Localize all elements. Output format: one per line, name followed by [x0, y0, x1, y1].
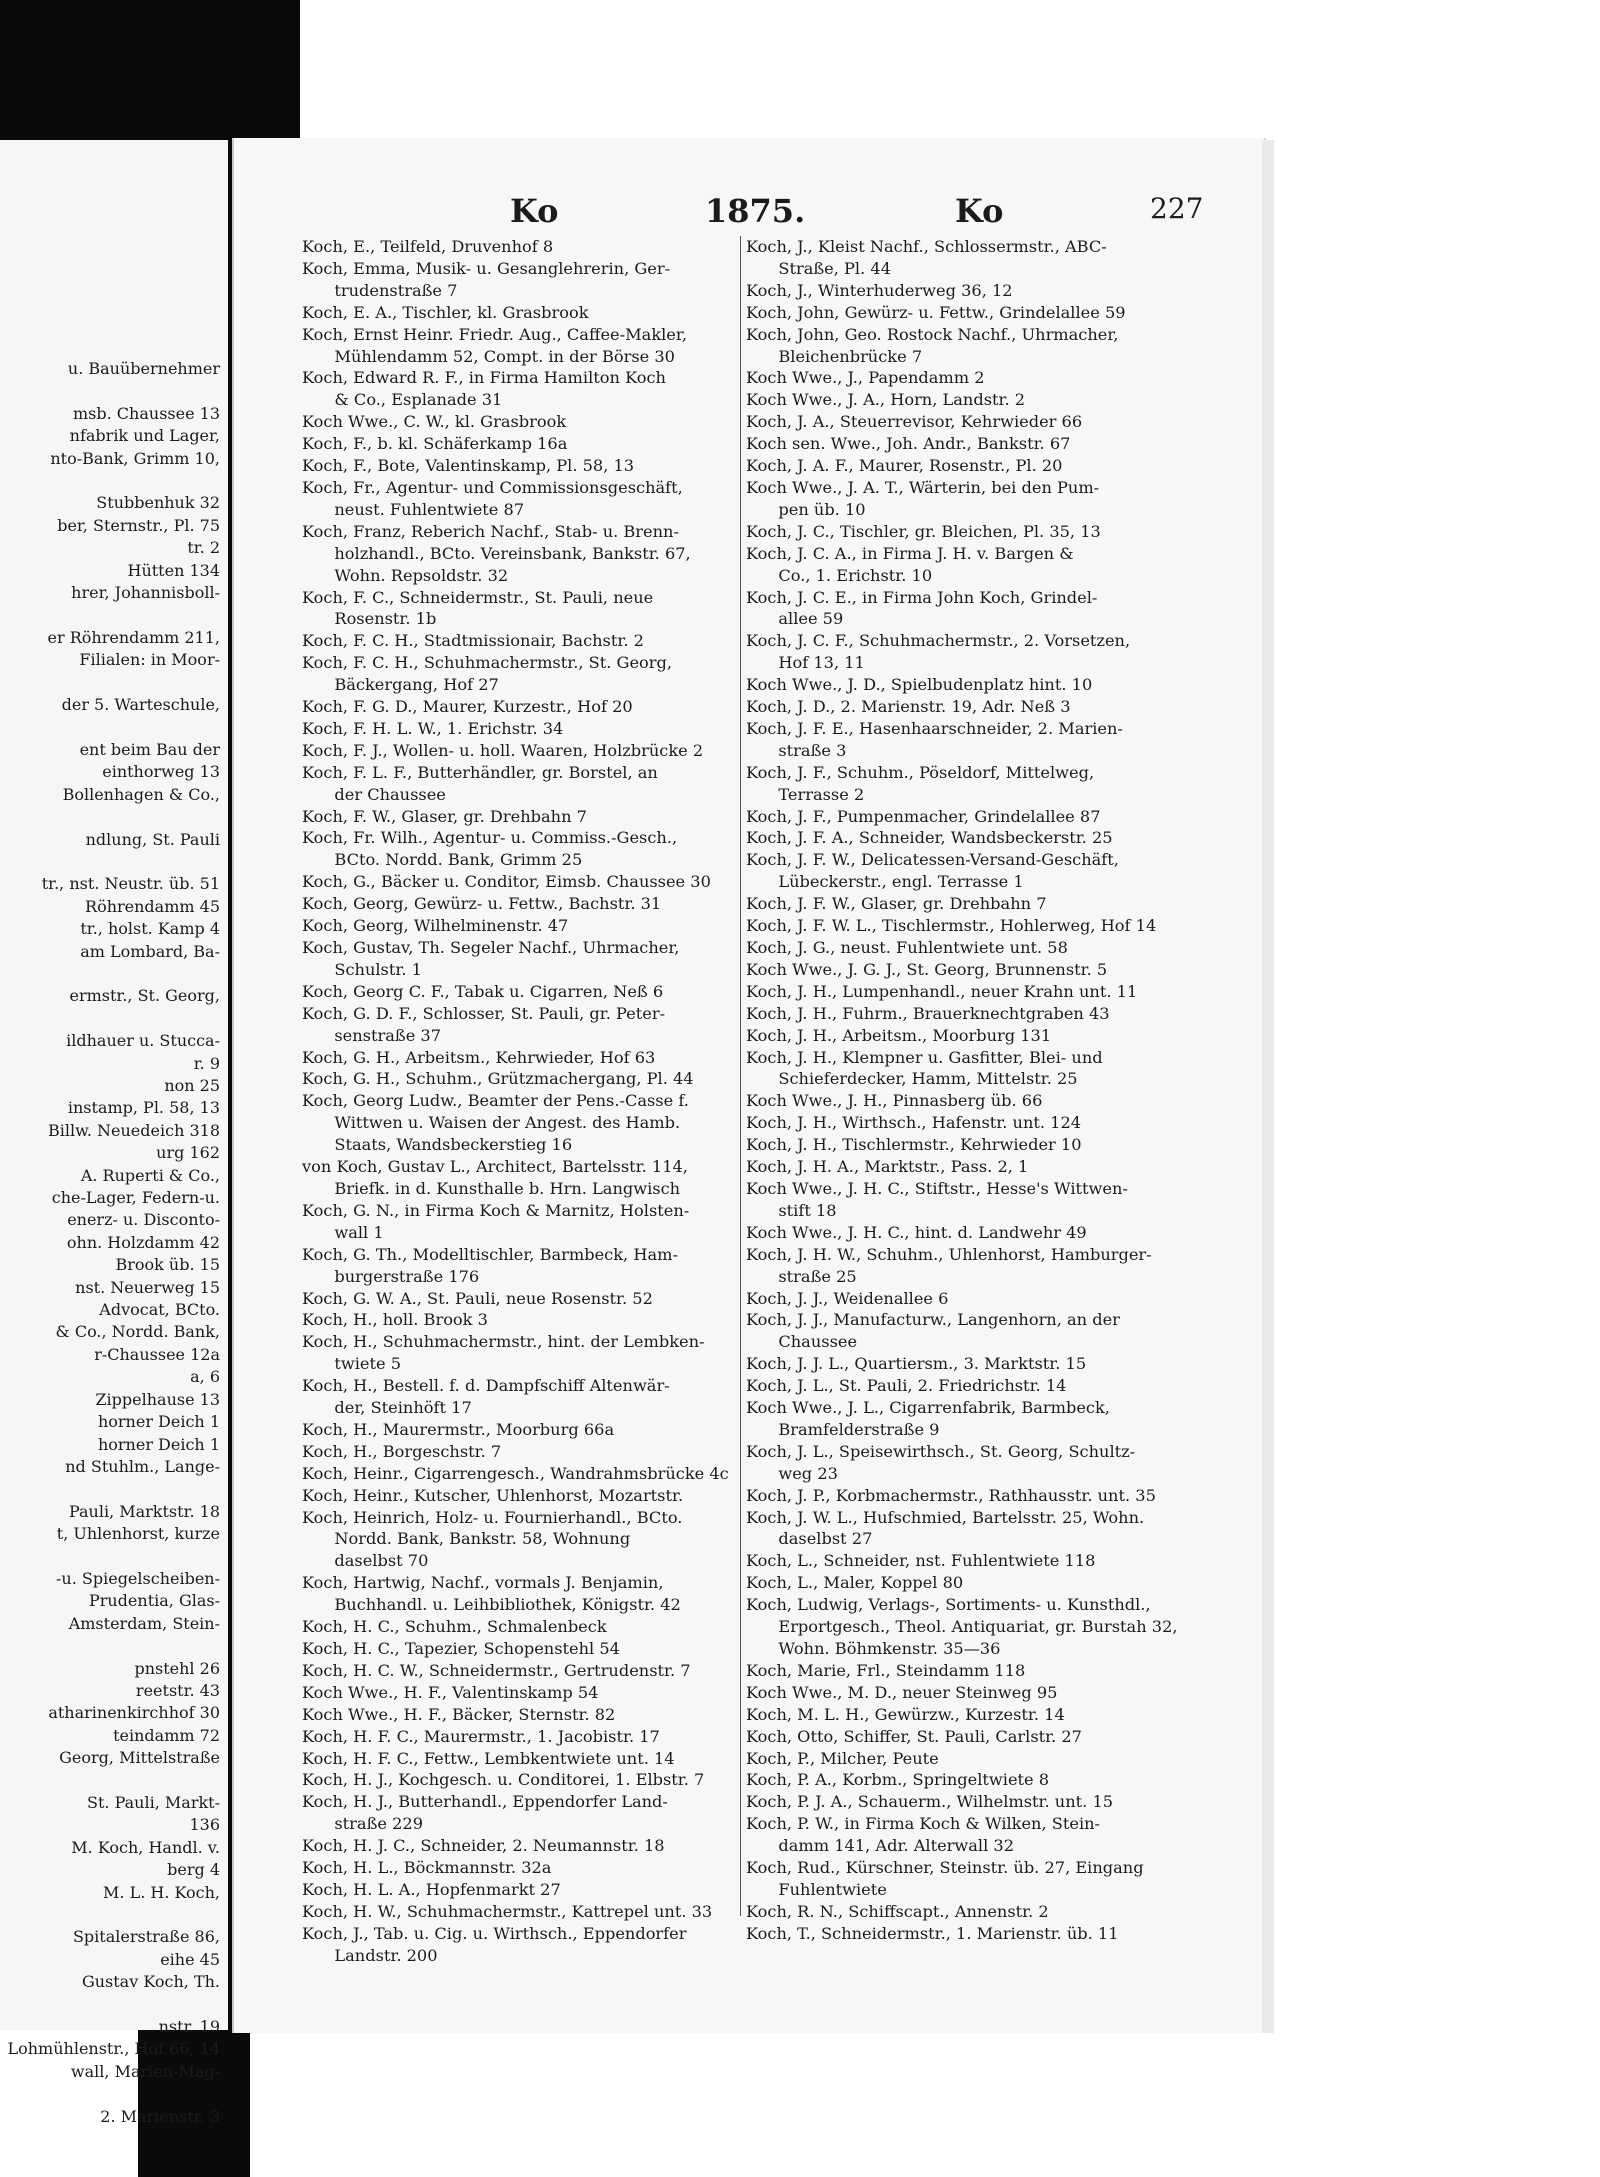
directory-entry: Koch, H., Schuhmachermstr., hint. der Lembken-: [302, 1332, 705, 1352]
directory-entry: Koch, G., Bäcker u. Conditor, Eimsb. Chaussee 30: [302, 872, 711, 892]
page-edge: [1262, 140, 1274, 2033]
directory-entry: Koch, Georg, Gewürz- u. Fettw., Bachstr. 31: [302, 894, 662, 914]
directory-entry: Koch, E., Teilfeld, Druvenhof 8: [302, 237, 554, 256]
directory-entry: Koch, H. J. C., Schneider, 2. Neumannstr. 18: [302, 1836, 665, 1856]
directory-entry: Koch, F., b. kl. Schäferkamp 16a: [302, 434, 568, 454]
fragment-line: r-Chaussee 12a: [94, 1344, 220, 1364]
directory-entry: Koch, J. F. W. L., Tischlermstr., Hohlerweg, Hof 14: [746, 916, 1157, 936]
fragment-line: St. Pauli, Markt-: [87, 1793, 220, 1812]
fragment-line: u. Bauübernehmer: [67, 359, 220, 378]
directory-entry: Koch, Fr. Wilh., Agentur- u. Commiss.-Gesch.,: [302, 828, 678, 848]
directory-entry: Wittwen u. Waisen der Angest. des Hamb.: [302, 1113, 681, 1133]
fragment-line: Bollenhagen & Co.,: [62, 784, 220, 804]
fragment-line: Amsterdam, Stein-: [68, 1613, 220, 1633]
fragment-line: [0, 806, 226, 828]
directory-entry: Koch, J. A., Steuerrevisor, Kehrwieder 66: [746, 412, 1083, 432]
directory-column-middle: [302, 236, 742, 1967]
directory-entry: Schieferdecker, Hamm, Mittelstr. 25: [746, 1069, 1078, 1089]
fragment-line: [0, 717, 226, 739]
directory-entry: Staats, Wandsbeckerstieg 16: [302, 1135, 573, 1155]
directory-entry: Co., 1. Erichstr. 10: [746, 565, 933, 585]
directory-entry: stift 18: [746, 1200, 837, 1220]
fragment-line: [0, 963, 226, 985]
directory-entry: Koch, J. F. W., Glaser, gr. Drehbahn 7: [746, 894, 1047, 914]
fragment-line: ent beim Bau der: [79, 739, 220, 759]
directory-entry: Koch, J. F. E., Hasenhaarschneider, 2. Marien-: [746, 718, 1123, 738]
directory-entry: Koch, F. H. L. W., 1. Erichstr. 34: [302, 718, 564, 738]
directory-entry: der Chaussee: [302, 784, 446, 804]
directory-entry: Koch, P., Milcher, Peute: [746, 1748, 939, 1768]
directory-entry: Koch, H. J., Kochgesch. u. Conditorei, 1. Elbstr. 7: [302, 1770, 705, 1790]
fragment-line: -u. Spiegelscheiben-: [56, 1568, 220, 1588]
fragment-line: ber, Sternstr., Pl. 75: [57, 515, 220, 535]
fragment-line: ermstr., St. Georg,: [69, 986, 220, 1006]
directory-entry: Koch, J. H. W., Schuhm., Uhlenhorst, Hamburger-: [746, 1244, 1152, 1264]
directory-entry: Koch, G. H., Arbeitsm., Kehrwieder, Hof 63: [302, 1047, 656, 1067]
fragment-line: Filialen: in Moor-: [79, 650, 220, 670]
fragment-line: nfabrik und Lager,: [69, 426, 220, 446]
fragment-line: [0, 851, 226, 873]
directory-entry: Koch, J. C. F., Schuhmachermstr., 2. Vorsetzen,: [746, 631, 1131, 651]
directory-entry: Koch Wwe., J. H. C., hint. d. Landwehr 49: [746, 1222, 1087, 1242]
fragment-line: tr., nst. Neustr. üb. 51: [41, 874, 220, 894]
fragment-line: [0, 2083, 226, 2105]
directory-entry: Koch, P. W., in Firma Koch & Wilken, Stein-: [746, 1814, 1101, 1834]
fragment-line: Röhrendamm 45: [85, 896, 220, 916]
directory-entry: Koch, H. C. W., Schneidermstr., Gertrudenstr. 7: [302, 1660, 691, 1680]
fragment-line: A. Ruperti & Co.,: [80, 1165, 220, 1185]
directory-entry: Koch, M. L. H., Gewürzw., Kurzestr. 14: [746, 1704, 1065, 1724]
fragment-line: nstr. 19: [158, 2017, 220, 2037]
fragment-line: Hütten 134: [127, 560, 220, 580]
directory-entry: Koch, G. H., Schuhm., Grützmachergang, Pl. 44: [302, 1069, 694, 1089]
directory-entry: Koch, H. F. C., Fettw., Lembkentwiete unt. 14: [302, 1748, 675, 1768]
directory-entry: Nordd. Bank, Bankstr. 58, Wohnung: [302, 1529, 631, 1549]
directory-entry: Koch, J., Kleist Nachf., Schlossermstr., ABC-: [746, 237, 1107, 256]
directory-entry: Koch, H. L., Böckmannstr. 32a: [302, 1858, 552, 1878]
directory-entry: straße 3: [746, 740, 847, 760]
directory-entry: Koch, J. C. E., in Firma John Koch, Grindel-: [746, 587, 1098, 607]
fragment-line: [0, 1994, 226, 2016]
directory-entry: Koch Wwe., J. H., Pinnasberg üb. 66: [746, 1091, 1043, 1111]
fragment-line: [0, 1904, 226, 1926]
directory-entry: Bäckergang, Hof 27: [302, 675, 499, 695]
directory-entry: Koch, Georg Ludw., Beamter der Pens.-Casse f.: [302, 1091, 689, 1111]
directory-entry: allee 59: [746, 609, 844, 629]
fragment-line: 136: [189, 1815, 220, 1835]
fragment-line: [0, 1770, 226, 1792]
directory-entry: Koch, F. C., Schneidermstr., St. Pauli, neue: [302, 587, 654, 607]
directory-entry: Koch, J. F., Schuhm., Pöseldorf, Mittelweg,: [746, 762, 1095, 782]
directory-entry: daselbst 27: [746, 1529, 873, 1549]
directory-entry: Koch, P. A., Korbm., Springeltwiete 8: [746, 1770, 1050, 1790]
fragment-line: Zippelhause 13: [95, 1389, 220, 1409]
directory-entry: Koch, Ludwig, Verlags-, Sortiments- u. Kunsthdl.,: [746, 1595, 1151, 1615]
directory-entry: Koch, J. A. F., Maurer, Rosenstr., Pl. 20: [746, 456, 1063, 476]
directory-entry: Koch, L., Schneider, nst. Fuhlentwiete 118: [746, 1551, 1096, 1571]
directory-entry: Koch, Heinr., Kutscher, Uhlenhorst, Mozartstr.: [302, 1485, 684, 1505]
fragment-line: Pauli, Marktstr. 18: [68, 1501, 220, 1521]
directory-entry: Koch, F. L. F., Butterhändler, gr. Borstel, an: [302, 762, 658, 782]
directory-entry: Koch, J. J. L., Quartiersm., 3. Marktstr. 15: [746, 1354, 1087, 1374]
directory-entry: der, Steinhöft 17: [302, 1398, 472, 1418]
fragment-line: [0, 1635, 226, 1657]
directory-entry: Wohn. Böhmkenstr. 35—36: [746, 1639, 1001, 1658]
directory-entry: Koch, H., Bestell. f. d. Dampfschiff Altenwär-: [302, 1376, 670, 1396]
fragment-line: reetstr. 43: [135, 1680, 220, 1700]
fragment-line: enerz- u. Disconto-: [67, 1210, 220, 1230]
fragment-line: der 5. Warteschule,: [61, 695, 220, 715]
fragment-line: [0, 672, 226, 694]
directory-entry: BCto. Nordd. Bank, Grimm 25: [302, 850, 583, 870]
directory-entry: Erportgesch., Theol. Antiquariat, gr. Burstah 32,: [746, 1617, 1178, 1637]
directory-entry: trudenstraße 7: [302, 280, 458, 300]
directory-entry: Koch, J. H., Arbeitsm., Moorburg 131: [746, 1025, 1052, 1045]
directory-entry: Koch, F. W., Glaser, gr. Drehbahn 7: [302, 806, 587, 826]
directory-entry: Mühlendamm 52, Compt. in der Börse 30: [302, 346, 675, 366]
directory-entry: Bramfelderstraße 9: [746, 1419, 940, 1439]
fragment-line: M. L. H. Koch,: [103, 1882, 220, 1902]
directory-entry: Koch Wwe., J. A., Horn, Landstr. 2: [746, 390, 1026, 410]
directory-entry: Koch, J. D., 2. Marienstr. 19, Adr. Neß 3: [746, 697, 1071, 717]
directory-entry: Koch Wwe., J. A. T., Wärterin, bei den Pum-: [746, 477, 1100, 497]
directory-entry: Koch Wwe., J., Papendamm 2: [746, 368, 985, 388]
left-page-fragment: [0, 140, 228, 2126]
fragment-line: t, Uhlenhorst, kurze: [56, 1524, 220, 1544]
fragment-line: M. Koch, Handl. v.: [71, 1837, 220, 1857]
directory-entry: Koch, John, Gewürz- u. Fettw., Grindelallee 59: [746, 302, 1126, 322]
directory-entry: Koch, F. C. H., Schuhmachermstr., St. Georg,: [302, 653, 673, 673]
fragment-line: ildhauer u. Stucca-: [66, 1031, 220, 1051]
directory-entry: Koch, J. W. L., Hufschmied, Bartelsstr. 25, Wohn.: [746, 1507, 1145, 1527]
directory-entry: Koch, F., Bote, Valentinskamp, Pl. 58, 13: [302, 456, 635, 476]
directory-entry: Lübeckerstr., engl. Terrasse 1: [746, 872, 1024, 892]
directory-entry: Koch, Emma, Musik- u. Gesanglehrerin, Ger-: [302, 258, 671, 278]
directory-entry: Koch, J. F. W., Delicatessen-Versand-Geschäft,: [746, 850, 1119, 870]
directory-entry: Koch, Fr., Agentur- und Commissionsgeschäft,: [302, 477, 683, 497]
directory-entry: Briefk. in d. Kunsthalle b. Hrn. Langwisch: [302, 1178, 681, 1198]
directory-entry: Koch, J., Winterhuderweg 36, 12: [746, 280, 1013, 300]
fragment-line: Gustav Koch, Th.: [81, 1972, 220, 1992]
directory-entry: Koch, J. C., Tischler, gr. Bleichen, Pl. 35, 13: [746, 521, 1101, 541]
fragment-line: Prudentia, Glas-: [88, 1591, 220, 1611]
directory-entry: Koch, J. J., Weidenallee 6: [746, 1288, 949, 1308]
header-right-key: Ko: [955, 192, 1004, 230]
directory-entry: Koch Wwe., J. D., Spielbudenplatz hint. 10: [746, 675, 1093, 695]
fragment-line: [0, 470, 226, 492]
fragment-line: urg 162: [156, 1143, 220, 1163]
header-year: 1875.: [705, 192, 806, 230]
fragment-line: ohn. Holzdamm 42: [66, 1232, 220, 1252]
fragment-line: Stubbenhuk 32: [96, 493, 220, 513]
directory-entry: Koch sen. Wwe., Joh. Andr., Bankstr. 67: [746, 434, 1071, 454]
directory-entry: straße 25: [746, 1266, 857, 1286]
directory-entry: Koch, J. C. A., in Firma J. H. v. Bargen &: [746, 543, 1074, 563]
directory-entry: Koch, L., Maler, Koppel 80: [746, 1573, 964, 1593]
directory-entry: Koch, G. Th., Modelltischler, Barmbeck, Ham-: [302, 1244, 678, 1264]
fragment-line: hrer, Johannisboll-: [71, 583, 220, 603]
fragment-line: ndlung, St. Pauli: [85, 829, 220, 849]
directory-entry: Koch, Rud., Kürschner, Steinstr. üb. 27, Eingang: [746, 1858, 1144, 1878]
directory-entry: wall 1: [302, 1222, 384, 1242]
directory-entry: burgerstraße 176: [302, 1266, 480, 1286]
fragment-line: wall, Marien-Mag-: [70, 2061, 220, 2081]
fragment-line: am Lombard, Ba-: [80, 941, 220, 961]
directory-entry: Koch, R. N., Schiffscapt., Annenstr. 2: [746, 1901, 1049, 1921]
directory-entry: Koch, G. D. F., Schlosser, St. Pauli, gr. Peter-: [302, 1003, 666, 1023]
directory-column-right: [746, 236, 1191, 1945]
fragment-line: er Röhrendamm 211,: [47, 627, 220, 647]
directory-entry: Koch, H. C., Tapezier, Schopenstehl 54: [302, 1639, 620, 1658]
directory-entry: straße 229: [302, 1814, 424, 1834]
directory-entry: Koch, J. L., Speisewirthsch., St. Georg, Schultz-: [746, 1441, 1136, 1461]
directory-entry: Koch, J. H., Lumpenhandl., neuer Krahn unt. 11: [746, 981, 1138, 1001]
fragment-line: [0, 1008, 226, 1030]
directory-entry: Koch, J. H., Wirthsch., Hafenstr. unt. 124: [746, 1113, 1082, 1133]
directory-entry: Hof 13, 11: [746, 653, 865, 673]
directory-entry: Koch, Heinr., Cigarrengesch., Wandrahmsbrücke 4c: [302, 1463, 729, 1483]
directory-entry: neust. Fuhlentwiete 87: [302, 499, 525, 519]
header-left-key: Ko: [510, 192, 559, 230]
directory-entry: Koch, H. W., Schuhmachermstr., Kattrepel unt. 33: [302, 1901, 713, 1921]
directory-entry: Koch, J. H. A., Marktstr., Pass. 2, 1: [746, 1157, 1029, 1177]
directory-entry: twiete 5: [302, 1354, 402, 1374]
directory-entry: Koch, T., Schneidermstr., 1. Marienstr. üb. 11: [746, 1923, 1119, 1943]
directory-entry: Koch, J. G., neust. Fuhlentwiete unt. 58: [746, 938, 1068, 957]
directory-entry: Koch, Marie, Frl., Steindamm 118: [746, 1660, 1026, 1680]
directory-entry: Koch, H., Maurermstr., Moorburg 66a: [302, 1419, 615, 1439]
fragment-line: tr. 2: [187, 538, 220, 558]
directory-entry: Koch, G. W. A., St. Pauli, neue Rosenstr. 52: [302, 1288, 653, 1308]
directory-entry: weg 23: [746, 1463, 838, 1483]
fragment-line: non 25: [164, 1076, 220, 1095]
directory-entry: Koch, J., Tab. u. Cig. u. Wirthsch., Eppendorfer: [302, 1923, 687, 1943]
fragment-line: nd Stuhlm., Lange-: [65, 1456, 220, 1476]
fragment-line: horner Deich 1: [97, 1434, 220, 1454]
directory-entry: Koch, J. F., Pumpenmacher, Grindelallee 87: [746, 806, 1101, 826]
fragment-line: berg 4: [167, 1860, 220, 1880]
directory-entry: Koch Wwe., J. H. C., Stiftstr., Hesse's Wittwen-: [746, 1178, 1128, 1198]
directory-entry: Koch, H. C., Schuhm., Schmalenbeck: [302, 1617, 607, 1637]
directory-entry: Koch, H. F. C., Maurermstr., 1. Jacobistr. 17: [302, 1726, 660, 1746]
fragment-line: a, 6: [190, 1367, 220, 1387]
fragment-line: [0, 380, 226, 402]
directory-entry: pen üb. 10: [746, 499, 866, 519]
directory-entry: Koch, H., Borgeschstr. 7: [302, 1441, 502, 1461]
directory-entry: Terrasse 2: [746, 784, 865, 804]
fragment-line: Brook üb. 15: [115, 1255, 220, 1275]
directory-entry: Bleichenbrücke 7: [746, 346, 923, 366]
directory-entry: Koch Wwe., H. F., Bäcker, Sternstr. 82: [302, 1704, 616, 1724]
directory-entry: Koch, H. J., Butterhandl., Eppendorfer Land-: [302, 1792, 668, 1812]
directory-entry: Koch, Otto, Schiffer, St. Pauli, Carlstr. 27: [746, 1726, 1082, 1746]
directory-entry: damm 141, Adr. Alterwall 32: [746, 1836, 1015, 1856]
fragment-line: [0, 1478, 226, 1500]
directory-entry: Koch, E. A., Tischler, kl. Grasbrook: [302, 302, 589, 322]
directory-entry: Wohn. Repsoldstr. 32: [302, 565, 509, 585]
directory-entry: Koch Wwe., J. L., Cigarrenfabrik, Barmbeck,: [746, 1398, 1110, 1418]
directory-entry: Koch, H. L. A., Hopfenmarkt 27: [302, 1879, 561, 1899]
directory-entry: Chaussee: [746, 1332, 858, 1352]
directory-entry: Straße, Pl. 44: [746, 258, 891, 278]
directory-entry: Koch Wwe., J. G. J., St. Georg, Brunnenstr. 5: [746, 959, 1108, 979]
directory-entry: Koch Wwe., C. W., kl. Grasbrook: [302, 412, 567, 432]
fragment-line: instamp, Pl. 58, 13: [67, 1098, 220, 1118]
directory-entry: Koch, Ernst Heinr. Friedr. Aug., Caffee-Makler,: [302, 324, 687, 344]
directory-entry: Schulstr. 1: [302, 959, 422, 979]
fragment-line: msb. Chaussee 13: [73, 403, 220, 423]
directory-entry: Koch, J. H., Fuhrm., Brauerknechtgraben 43: [746, 1003, 1110, 1023]
fragment-line: einthorweg 13: [102, 762, 220, 782]
directory-entry: Koch, F. J., Wollen- u. holl. Waaren, Holzbrücke 2: [302, 740, 704, 760]
directory-entry: Koch Wwe., M. D., neuer Steinweg 95: [746, 1682, 1058, 1702]
page-header: [300, 192, 1204, 232]
fragment-line: eihe 45: [160, 1949, 220, 1969]
directory-entry: Koch, J. P., Korbmachermstr., Rathhausstr. unt. 35: [746, 1485, 1156, 1505]
directory-entry: Koch, J. H., Klempner u. Gasfitter, Blei- und: [746, 1047, 1103, 1067]
directory-entry: Koch, Georg C. F., Tabak u. Cigarren, Neß 6: [302, 981, 664, 1001]
fragment-line: 2. Marienstr. 3: [100, 2106, 220, 2126]
directory-entry: Koch, Hartwig, Nachf., vormals J. Benjamin,: [302, 1573, 664, 1593]
fragment-line: & Co., Nordd. Bank,: [55, 1322, 220, 1342]
left-page-column: [0, 358, 226, 2128]
fragment-line: Spitalerstraße 86,: [72, 1927, 220, 1947]
directory-entry: Fuhlentwiete: [746, 1879, 887, 1899]
fragment-line: Billw. Neuedeich 318: [47, 1120, 220, 1140]
fragment-line: Lohmühlenstr., Hof 66, 14: [7, 2039, 220, 2059]
directory-entry: Koch, P. J. A., Schauerm., Wilhelmstr. unt. 15: [746, 1792, 1114, 1812]
directory-entry: Koch Wwe., H. F., Valentinskamp 54: [302, 1682, 599, 1702]
directory-entry: Koch, J. F. A., Schneider, Wandsbeckerstr. 25: [746, 828, 1113, 848]
column-divider: [740, 236, 741, 1916]
directory-entry: Koch, F. G. D., Maurer, Kurzestr., Hof 20: [302, 697, 633, 717]
directory-entry: Koch, Georg, Wilhelminenstr. 47: [302, 916, 569, 936]
fragment-line: Advocat, BCto.: [99, 1300, 220, 1320]
directory-entry: Koch, Gustav, Th. Segeler Nachf., Uhrmacher,: [302, 938, 680, 957]
fragment-line: r. 9: [193, 1053, 220, 1073]
directory-entry: daselbst 70: [302, 1551, 429, 1571]
directory-entry: Koch, H., holl. Brook 3: [302, 1310, 488, 1330]
fragment-line: horner Deich 1: [97, 1412, 220, 1432]
directory-entry: & Co., Esplanade 31: [302, 390, 503, 410]
fragment-line: tr., holst. Kamp 4: [80, 919, 220, 939]
directory-entry: holzhandl., BCto. Vereinsbank, Bankstr. 67,: [302, 543, 691, 563]
fragment-line: teindamm 72: [113, 1725, 220, 1745]
fragment-line: Georg, Mittelstraße: [59, 1748, 220, 1768]
fragment-line: che-Lager, Federn-u.: [51, 1188, 220, 1208]
directory-entry: Koch, Franz, Reberich Nachf., Stab- u. Brenn-: [302, 521, 679, 541]
directory-entry: Koch, Edward R. F., in Firma Hamilton Koch: [302, 368, 666, 388]
directory-entry: Koch, Heinrich, Holz- u. Fournierhandl., BCto.: [302, 1507, 683, 1527]
directory-entry: Koch, J. H., Tischlermstr., Kehrwieder 10: [746, 1135, 1082, 1155]
directory-entry: Landstr. 200: [302, 1945, 438, 1965]
fragment-line: nst. Neuerweg 15: [75, 1277, 220, 1297]
directory-entry: senstraße 37: [302, 1025, 442, 1045]
directory-entry: Buchhandl. u. Leihbibliothek, Königstr. 42: [302, 1595, 681, 1615]
directory-entry: Koch, G. N., in Firma Koch & Marnitz, Holsten-: [302, 1200, 690, 1220]
directory-entry: Koch, John, Geo. Rostock Nachf., Uhrmacher,: [746, 324, 1119, 344]
page-number: 227: [1150, 192, 1204, 225]
fragment-line: [0, 604, 226, 626]
fragment-line: [0, 1546, 226, 1568]
directory-entry: Koch, F. C. H., Stadtmissionair, Bachstr. 2: [302, 631, 644, 651]
directory-entry: Koch, J. L., St. Pauli, 2. Friedrichstr. 14: [746, 1376, 1067, 1396]
fragment-line: pnstehl 26: [134, 1658, 220, 1678]
fragment-line: atharinenkirchhof 30: [48, 1703, 220, 1723]
fragment-line: nto-Bank, Grimm 10,: [50, 448, 220, 468]
directory-entry: Rosenstr. 1b: [302, 609, 437, 629]
directory-entry: Koch, J. J., Manufacturw., Langenhorn, an der: [746, 1310, 1120, 1330]
directory-entry: von Koch, Gustav L., Architect, Bartelsstr. 114,: [302, 1157, 688, 1177]
